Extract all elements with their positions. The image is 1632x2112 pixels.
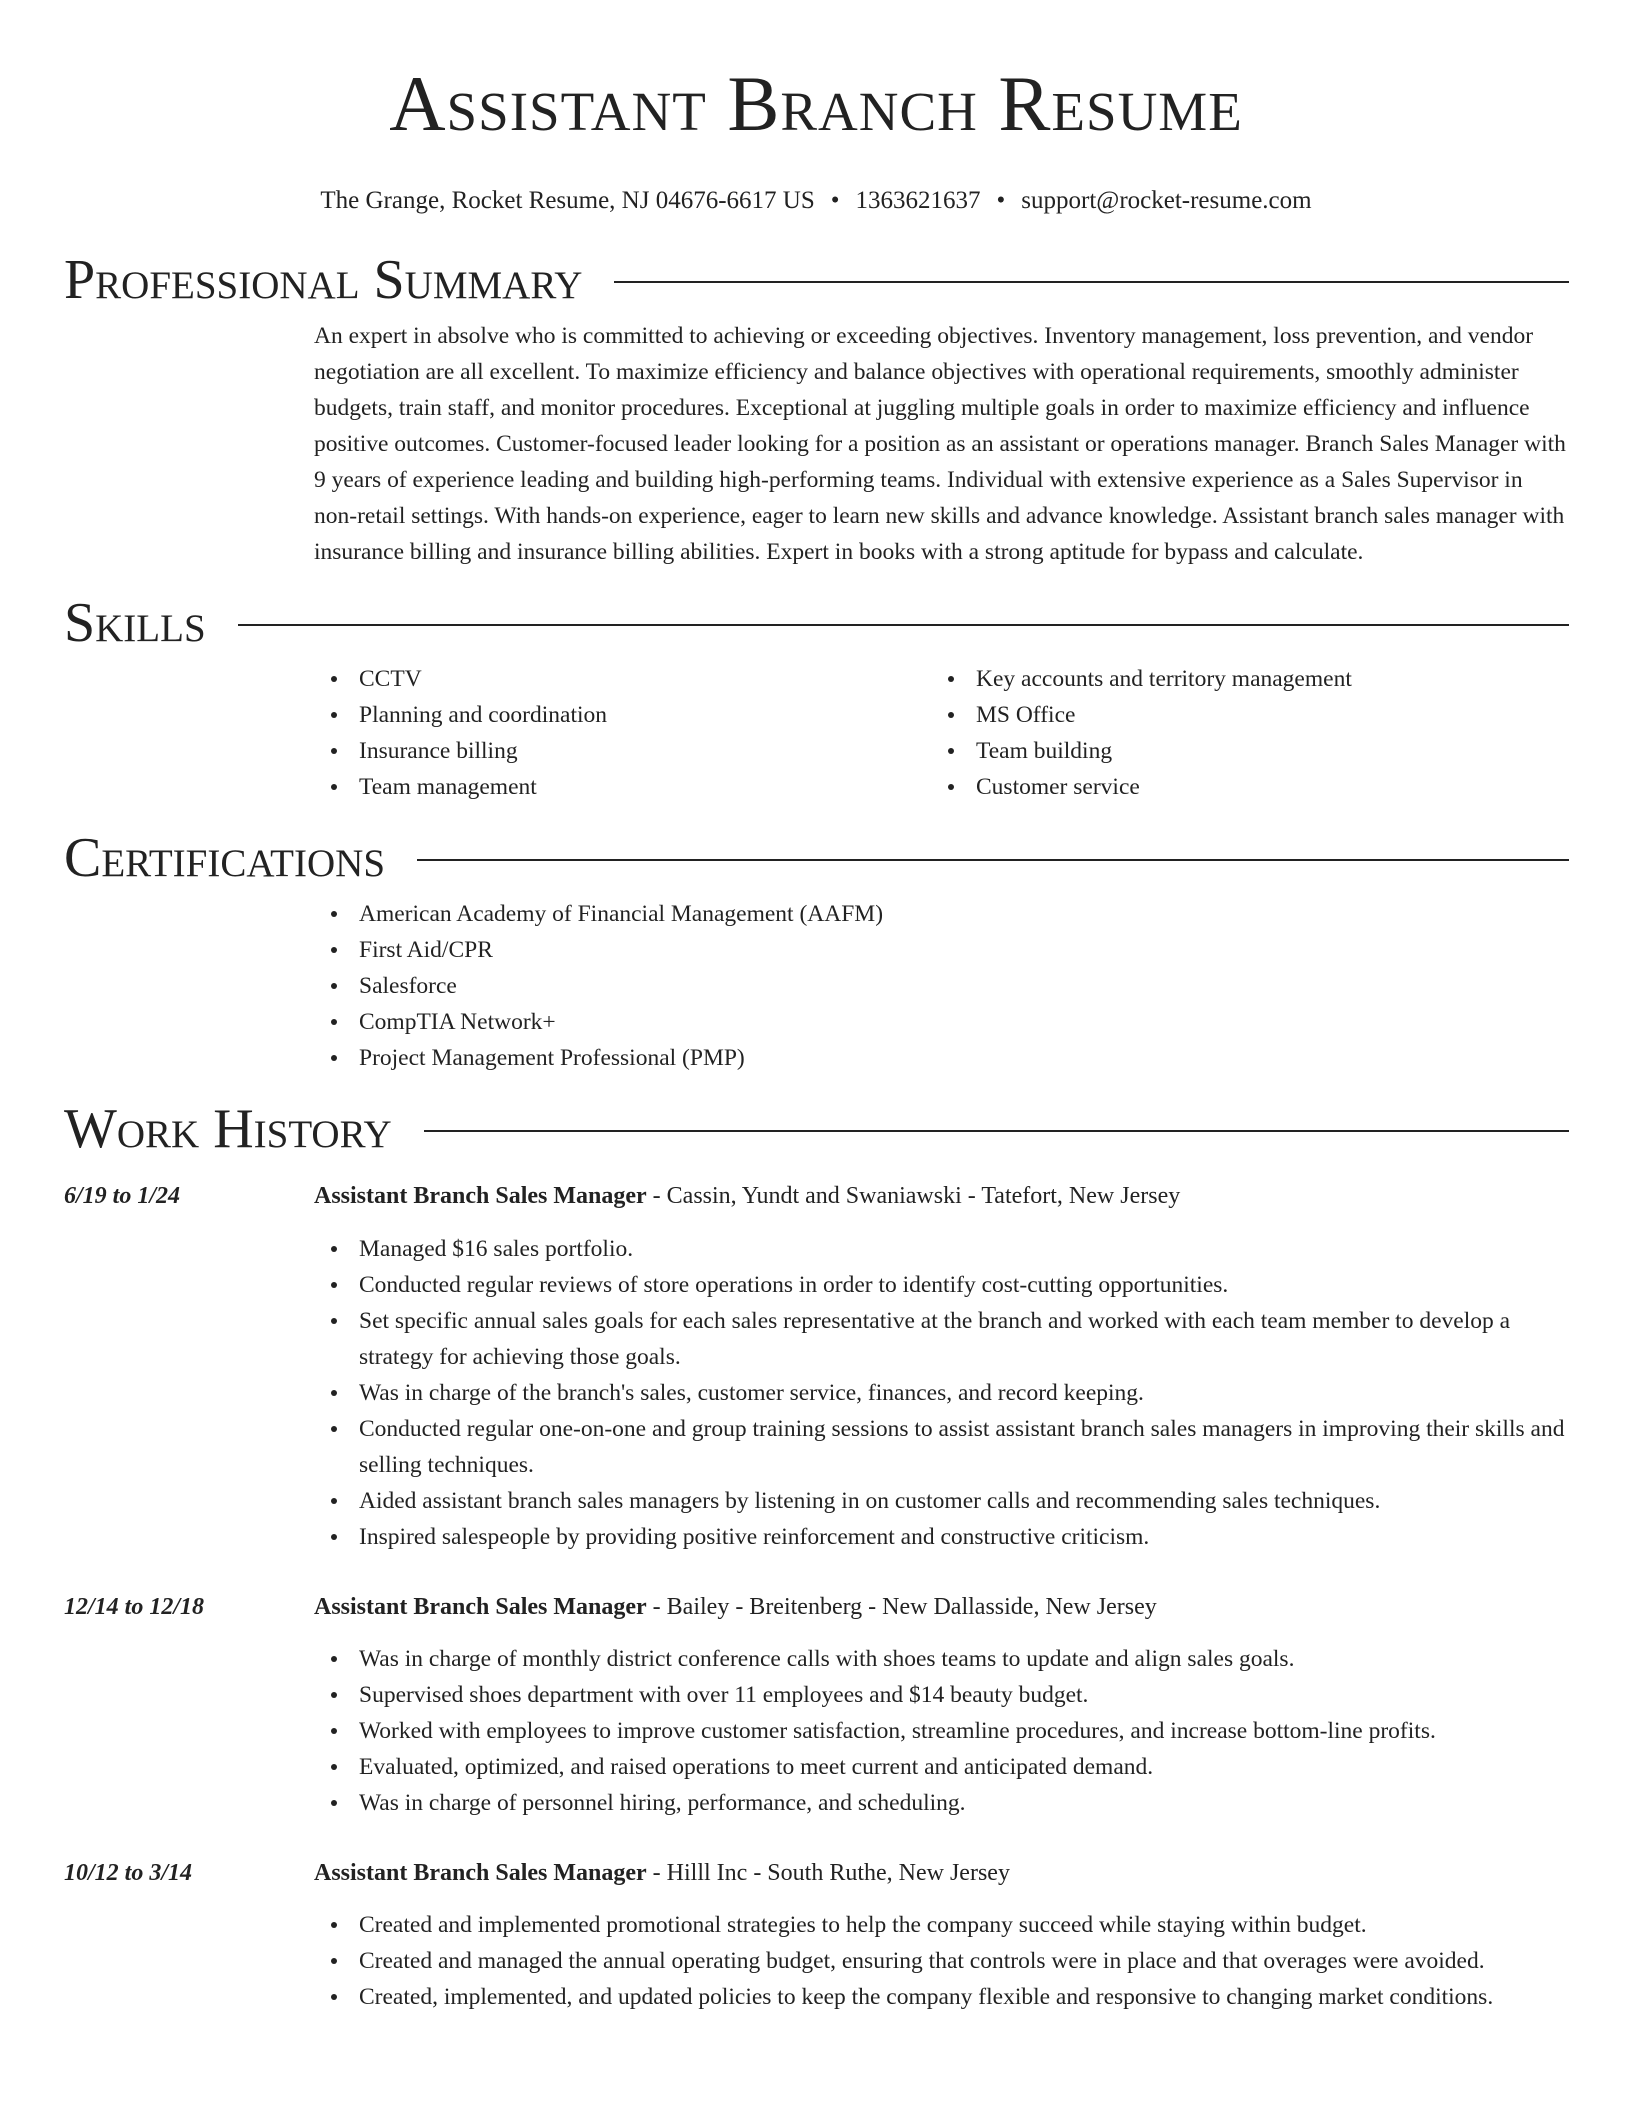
job-bullet: Was in charge of the branch's sales, customer service, finances, and record keeping. [314,1375,1569,1411]
job-bullet: Worked with employees to improve customer satisfaction, streamline procedures, and increase bottom-line profits. [314,1713,1569,1749]
skills-grid [314,661,1569,805]
job-company-location: - Hilll Inc - South Ruthe, New Jersey [646,1860,1010,1886]
job-title-line [314,1855,1010,1891]
job-dates: 10/12 to 3/14 [64,1860,193,1886]
job-bullet: Was in charge of monthly district conference calls with shoes teams to update and align sales goals. [314,1641,1569,1677]
job-company-location: - Bailey - Breitenberg - New Dallasside, New Jersey [646,1594,1157,1620]
job-bullet: Conducted regular one-on-one and group training sessions to assist assistant branch sales managers in improving their skills and selling techniques. [314,1411,1569,1483]
contact-phone: 1363621637 [855,187,981,214]
contact-separator: • [996,187,1006,214]
contact-address: The Grange, Rocket Resume, NJ 04676-6617 US [320,187,815,214]
job-bullet: Created and implemented promotional strategies to help the company succeed while staying within budget. [314,1907,1569,1943]
job-header [64,1178,1632,1214]
job-bullet: Set specific annual sales goals for each sales representative at the branch and worked with each team member to develop a strategy for achieving those goals. [314,1303,1569,1375]
job-bullet-list [314,1907,1569,2015]
job-title-line [314,1589,1157,1625]
certification-item: First Aid/CPR [314,932,1569,968]
job-bullet-list [314,1231,1569,1555]
section-divider [417,859,1569,861]
job-entry [0,1178,1632,1555]
section-divider [424,1130,1569,1132]
job-title-line [314,1178,1180,1214]
job-bullet-list [314,1641,1569,1821]
section-divider [238,624,1569,626]
skill-item: Customer service [931,769,1548,805]
skill-item: Team management [314,769,931,805]
job-bullet: Was in charge of personnel hiring, performance, and scheduling. [314,1785,1569,1821]
skill-item: Insurance billing [314,733,931,769]
job-bullet: Managed $16 sales portfolio. [314,1231,1569,1267]
job-dates: 12/14 to 12/18 [64,1594,205,1620]
skills-list-left [314,661,931,805]
contact-separator: • [830,187,840,214]
skills-heading-row [64,590,1569,656]
skill-item: Key accounts and territory management [931,661,1548,697]
job-header [64,1589,1632,1625]
job-entry [0,1855,1632,2015]
skills-heading: Skills [64,592,206,654]
job-entry [0,1589,1632,1821]
job-bullet: Conducted regular reviews of store operations in order to identify cost-cutting opportunities. [314,1267,1569,1303]
contact-line [0,186,1632,216]
job-title: Assistant Branch Sales Manager [314,1594,647,1620]
skills-list-right [931,661,1548,805]
certifications-list [314,896,1569,1076]
job-bullet: Evaluated, optimized, and raised operations to meet current and anticipated demand. [314,1749,1569,1785]
job-bullet: Created, implemented, and updated policies to keep the company flexible and responsive to changing market conditions. [314,1979,1569,2015]
section-divider [614,281,1569,283]
work-history-heading-row [64,1096,1569,1162]
certifications-section [0,825,1632,1076]
job-title: Assistant Branch Sales Manager [314,1860,647,1886]
certification-item: Salesforce [314,968,1569,1004]
summary-text: An expert in absolve who is committed to achieving or exceeding objectives. Inventory management, loss prevention, and vendor negotiation are all excellent. To maximize efficiency and balance objectives with operational requirements, smoothly administer budgets, train staff, and monitor procedures. Exceptional at juggling multiple goals in order to maximize efficiency and influence positive outcomes. Customer-focused leader looking for a position as an assistant or operations manager. Branch Sales Manager with 9 years of experience leading and building high-performing teams. Individual with extensive experience as a Sales Supervisor in non-retail settings. With hands-on experience, eager to learn new skills and advance knowledge. Assistant branch sales manager with insurance billing and insurance billing abilities. Expert in books with a strong aptitude for bypass and calculate. [314,323,1566,565]
job-bullet: Aided assistant branch sales managers by listening in on customer calls and recommending sales techniques. [314,1483,1569,1519]
skill-item: Team building [931,733,1548,769]
certification-item: Project Management Professional (PMP) [314,1040,1569,1076]
skill-item: MS Office [931,697,1548,733]
job-bullet: Supervised shoes department with over 11 employees and $14 beauty budget. [314,1677,1569,1713]
skills-section [0,590,1632,805]
job-dates: 6/19 to 1/24 [64,1183,181,1209]
work-history-section [0,1096,1632,2015]
summary-heading-row [64,247,1569,313]
contact-email: support@rocket-resume.com [1021,187,1312,214]
resume-name: Assistant Branch Resume [389,60,1243,147]
skill-item: CCTV [314,661,931,697]
job-title: Assistant Branch Sales Manager [314,1183,647,1209]
job-header [64,1855,1632,1891]
summary-heading: Professional Summary [64,249,583,311]
certification-item: American Academy of Financial Management (AAFM) [314,896,1569,932]
job-bullet: Inspired salespeople by providing positive reinforcement and constructive criticism. [314,1519,1569,1555]
certification-item: CompTIA Network+ [314,1004,1569,1040]
certifications-heading: Certifications [64,827,386,889]
job-bullet: Created and managed the annual operating budget, ensuring that controls were in place and that overages were avoided. [314,1943,1569,1979]
skill-item: Planning and coordination [314,697,931,733]
certifications-heading-row [64,825,1569,891]
work-history-heading: Work History [64,1098,392,1160]
summary-section [0,247,1632,570]
job-company-location: - Cassin, Yundt and Swaniawski - Tatefort, New Jersey [646,1183,1181,1209]
